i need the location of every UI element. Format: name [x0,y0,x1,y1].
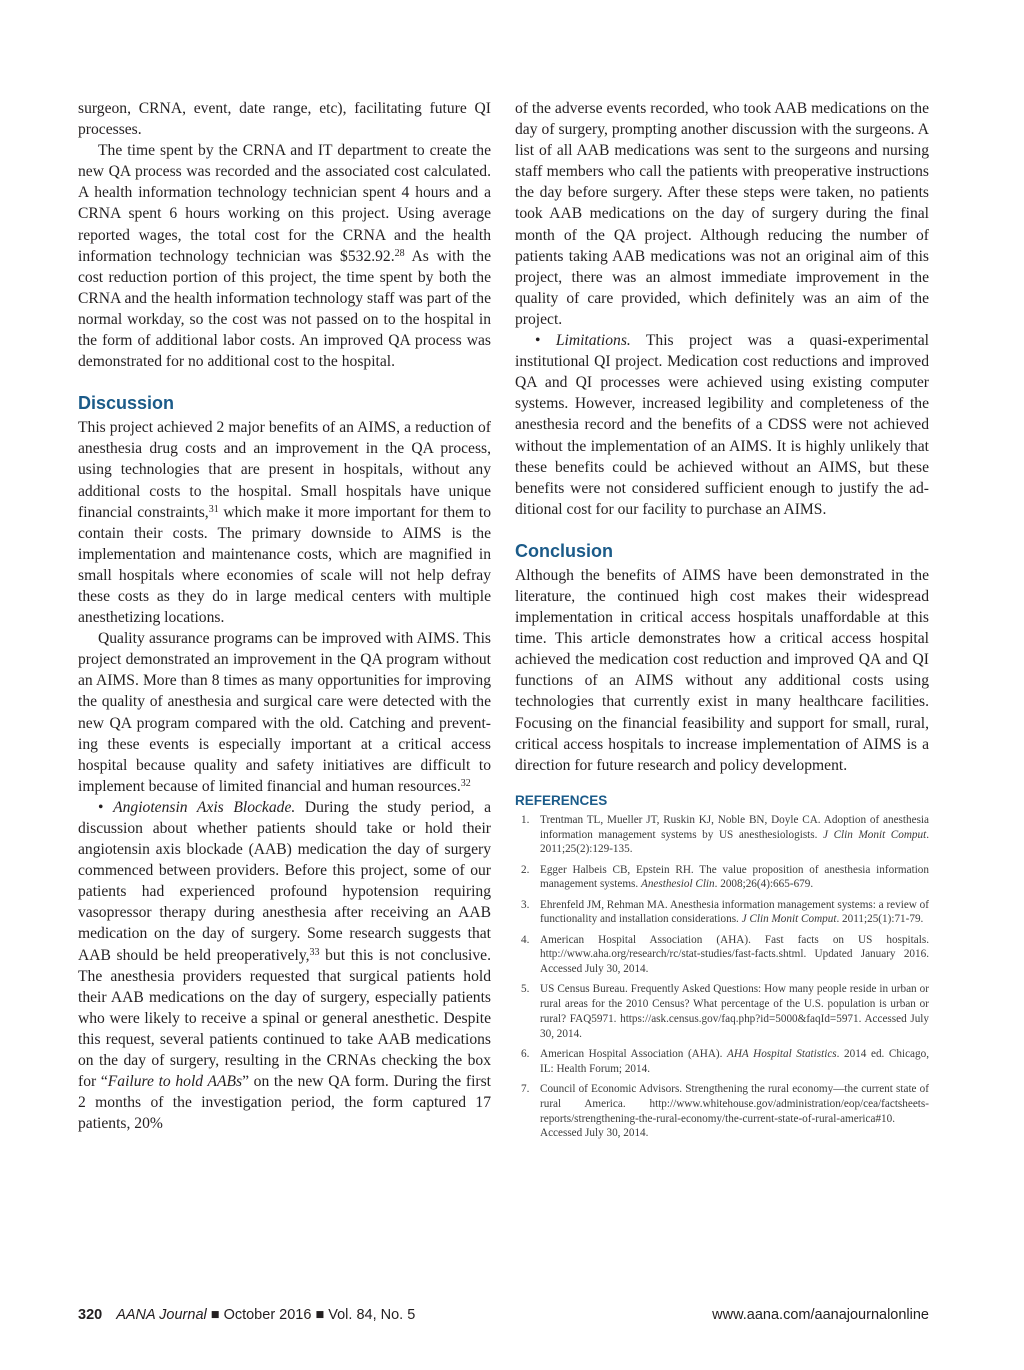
reference-text: Council of Economic Advisors. Strengthening the rural economy—the current state of rural America. http://www.whitehouse.gov/administration/eop/cea/factsheets-reports/strengthening-the-rural-economy/the-current-state-of-rural-america#10. Accessed July 30, 2014. [540,1082,929,1140]
paragraph [78,140,491,372]
reference-text: . 2008;26(4):665-679. [714,878,814,891]
references-heading: REFERENCES [515,792,608,808]
text: As with the cost reduction portion of this project, the time spent by both the CRNA and the health information technology staff was part of the normal workday, so the cost was not passed on to the hospital in the form of additional labor costs. An improved QA process was demonstrated for no additional cost to the hospital. [78,247,491,371]
reference-number: 7. [521,1082,530,1095]
reference-text: American Hospital Association (AHA). Fast facts on US hospitals. http://www.aha.org/research/rc/stat-studies/fast-facts.shtml. Updated January 2016. Accessed July 30, 2014. [540,933,929,976]
paragraph [78,797,491,1135]
text: but this is not conclusive. The anesthesia providers requested that surgical patients hold their AAB medications on the day of surgery, especially patients who were likely to receive a spinal or general anesthetic. Despite this request, several patients continued to take AAB medications on the day of surgery, resulting in the CRNAs checking the box for “ [78,946,492,1091]
reference-number: 2. [521,863,530,876]
reference-text: Trentman TL, Mueller JT, Ruskin KJ, Noble BN, Doyle CA. Adoption of anesthesia information management systems by US anesthesiologists. [540,813,929,841]
paragraph: of the adverse events recorded, who took AAB medications on the day of surgery, prompting another discussion with the surgeons. A list of all AAB medications was sent to the surgeons and nursing staff members who call the patients with preoperative instructions the day before surgery. After these steps were taken, no patients took AAB medications on the day of surgery during the final month of the QA project. Although reducing the number of patients taking AAB medications was not an original aim of this project, there was an almost immediate improvement in the quality of care provided, which definitely was an aim of the project. [515,100,929,328]
reference-text: Egger Halbeis CB, Epstein RH. The value proposition of anesthesia information management systems. [540,863,929,891]
bullet: • [98,798,114,816]
reference-journal: J Clin Monit Comput [823,828,927,841]
reference-item [515,982,929,1041]
section-heading-conclusion: Conclusion [515,540,613,561]
reference-item [515,813,929,857]
run-in-heading: Limitations. [555,332,631,350]
footer-website: www.aana.com/aanajournalonline [712,1307,929,1323]
right-column [515,98,929,1146]
journal-name: AANA Journal [116,1307,207,1323]
citation: 31 [208,503,219,515]
reference-number: 4. [521,933,530,946]
paragraph [78,628,491,797]
reference-journal: Anesthesiol Clin [640,878,715,891]
reference-text: American Hospital Association (AHA). [540,1047,728,1060]
references-list [515,813,929,1141]
reference-item [515,1082,929,1141]
text: which make it more important for them to contain their costs. The primary downside to AIMS is the implementation and maintenance costs, which are magnified in small hospitals where economies of scale will not help defray these costs as they do in large medical centers with multiple anesthetizing locations. [78,503,492,627]
paragraph: Although the benefits of AIMS have been demonstrated in the literature, the continued high cost makes their widespread implementation in critical access hospitals unaffordable at this time. This article demonstrates how a critical access hospital achieved the medication cost reduction and improved QA and QI functions of an AIMS without any additional costs using technologies that currently exist in many healthcare facilities. Focusing on the financial feasibility and support for small, rural, critical access hospitals to increase implementation of AIMS is a direction for future research and policy development. [515,566,929,774]
left-column [78,98,491,1134]
text: The time spent by the CRNA and IT department to create the new QA process was recorded and the associated cost calculated. A health information technology technician spent 4 hours and a CRNA spent 6 hours working on this project. Using average reported wages, the total cost for the CRNA and the health information technology technician was $532.92. [78,142,491,265]
issue-info: ■ October 2016 ■ Vol. 84, No. 5 [206,1307,416,1323]
reference-number: 1. [521,813,530,826]
citation: 32 [460,777,471,789]
reference-item [515,1047,929,1077]
citation: 28 [394,247,405,259]
text: Quality assurance programs can be improved with AIMS. This project demonstrated an improvement in the QA program without an AIMS. More than 8 times as many opportunities for improving the quality of anesthesia and surgical care were detected with the new QA program compared with the old. Catching and preventing these events is especially important at a critical access hospital because quality and safety initiatives are difficult to implement because of limited financial and human resources. [78,630,491,795]
reference-journal: AHA Hospital Statistics [727,1047,837,1060]
reference-text: . 2014 ed. Chicago, IL: Health Forum; 2014. [540,1047,929,1075]
text: During the study period, a discussion about whether patients should take or hold their angiotensin axis blockade (AAB) medication the day of surgery commenced between providers. Before this project, some of our patients had experienced profound hypotension requiring vasopressor therapy during anesthesia after receiving an AAB medication on the day of surgery. Some research suggests that AAB should be held preoperatively, [78,798,492,964]
reference-number: 6. [521,1047,530,1060]
paragraph [515,330,929,520]
text: ” on the new QA form. During the first 2 months of the investigation period, the form captured 17 patients, 20% [78,1073,491,1133]
reference-number: 3. [521,898,530,911]
reference-text: Ehrenfeld JM, Rehman MA. Anesthesia information management systems: a review of functionality and installation considerations. [540,898,929,926]
paragraph: surgeon, CRNA, event, date range, etc), facilitating future QI processes. [78,100,491,139]
reference-journal: J Clin Monit Comput [741,913,837,926]
text: This project achieved 2 major benefits of an AIMS, a reduction of anesthesia drug costs and an improvement in the QA process, using technologies that are present in hospitals, without any additional costs to the hospital. Small hospitals have unique financial constraints, [78,419,491,521]
paragraph [78,417,491,628]
citation: 33 [309,946,320,958]
section-heading-discussion: Discussion [78,393,175,414]
reference-item [515,933,929,977]
footer-citation [78,1307,415,1323]
reference-item [515,898,929,928]
text: This project was a quasi-experimental institutional QI project. Medication cost reductions and improved QA and QI processes were achieved using existing computer systems. However, increased legibility and completeness of the anesthesia record and the benefits of a CDSS were not achieved without the implementation of an AIMS. It is highly unlikely that these benefits could be achieved without an AIMS, but these benefits were not considered sufficient enough to justify the additional cost for our facility to purchase an AIMS. [515,332,930,518]
reference-text: US Census Bureau. Frequently Asked Questions: How many people reside in urban or rural areas for the 2010 Census? What percentage of the U.S. population is urban or rural? FAQ5971. https://ask.census.gov/faq.php?id=5000&faqId=5971. Accessed July 30, 2014. [540,983,929,1040]
italic-text: Failure to hold AABs [107,1073,243,1091]
bullet: • [535,332,556,350]
reference-text: . 2011;25(2):129-135. [540,828,929,856]
reference-number: 5. [521,983,530,996]
reference-text: . 2011;25(1):71-79. [836,913,924,926]
page-number: 320 [78,1307,103,1323]
reference-item [515,863,929,893]
run-in-heading: Angiotensin Axis Blockade. [113,798,296,816]
